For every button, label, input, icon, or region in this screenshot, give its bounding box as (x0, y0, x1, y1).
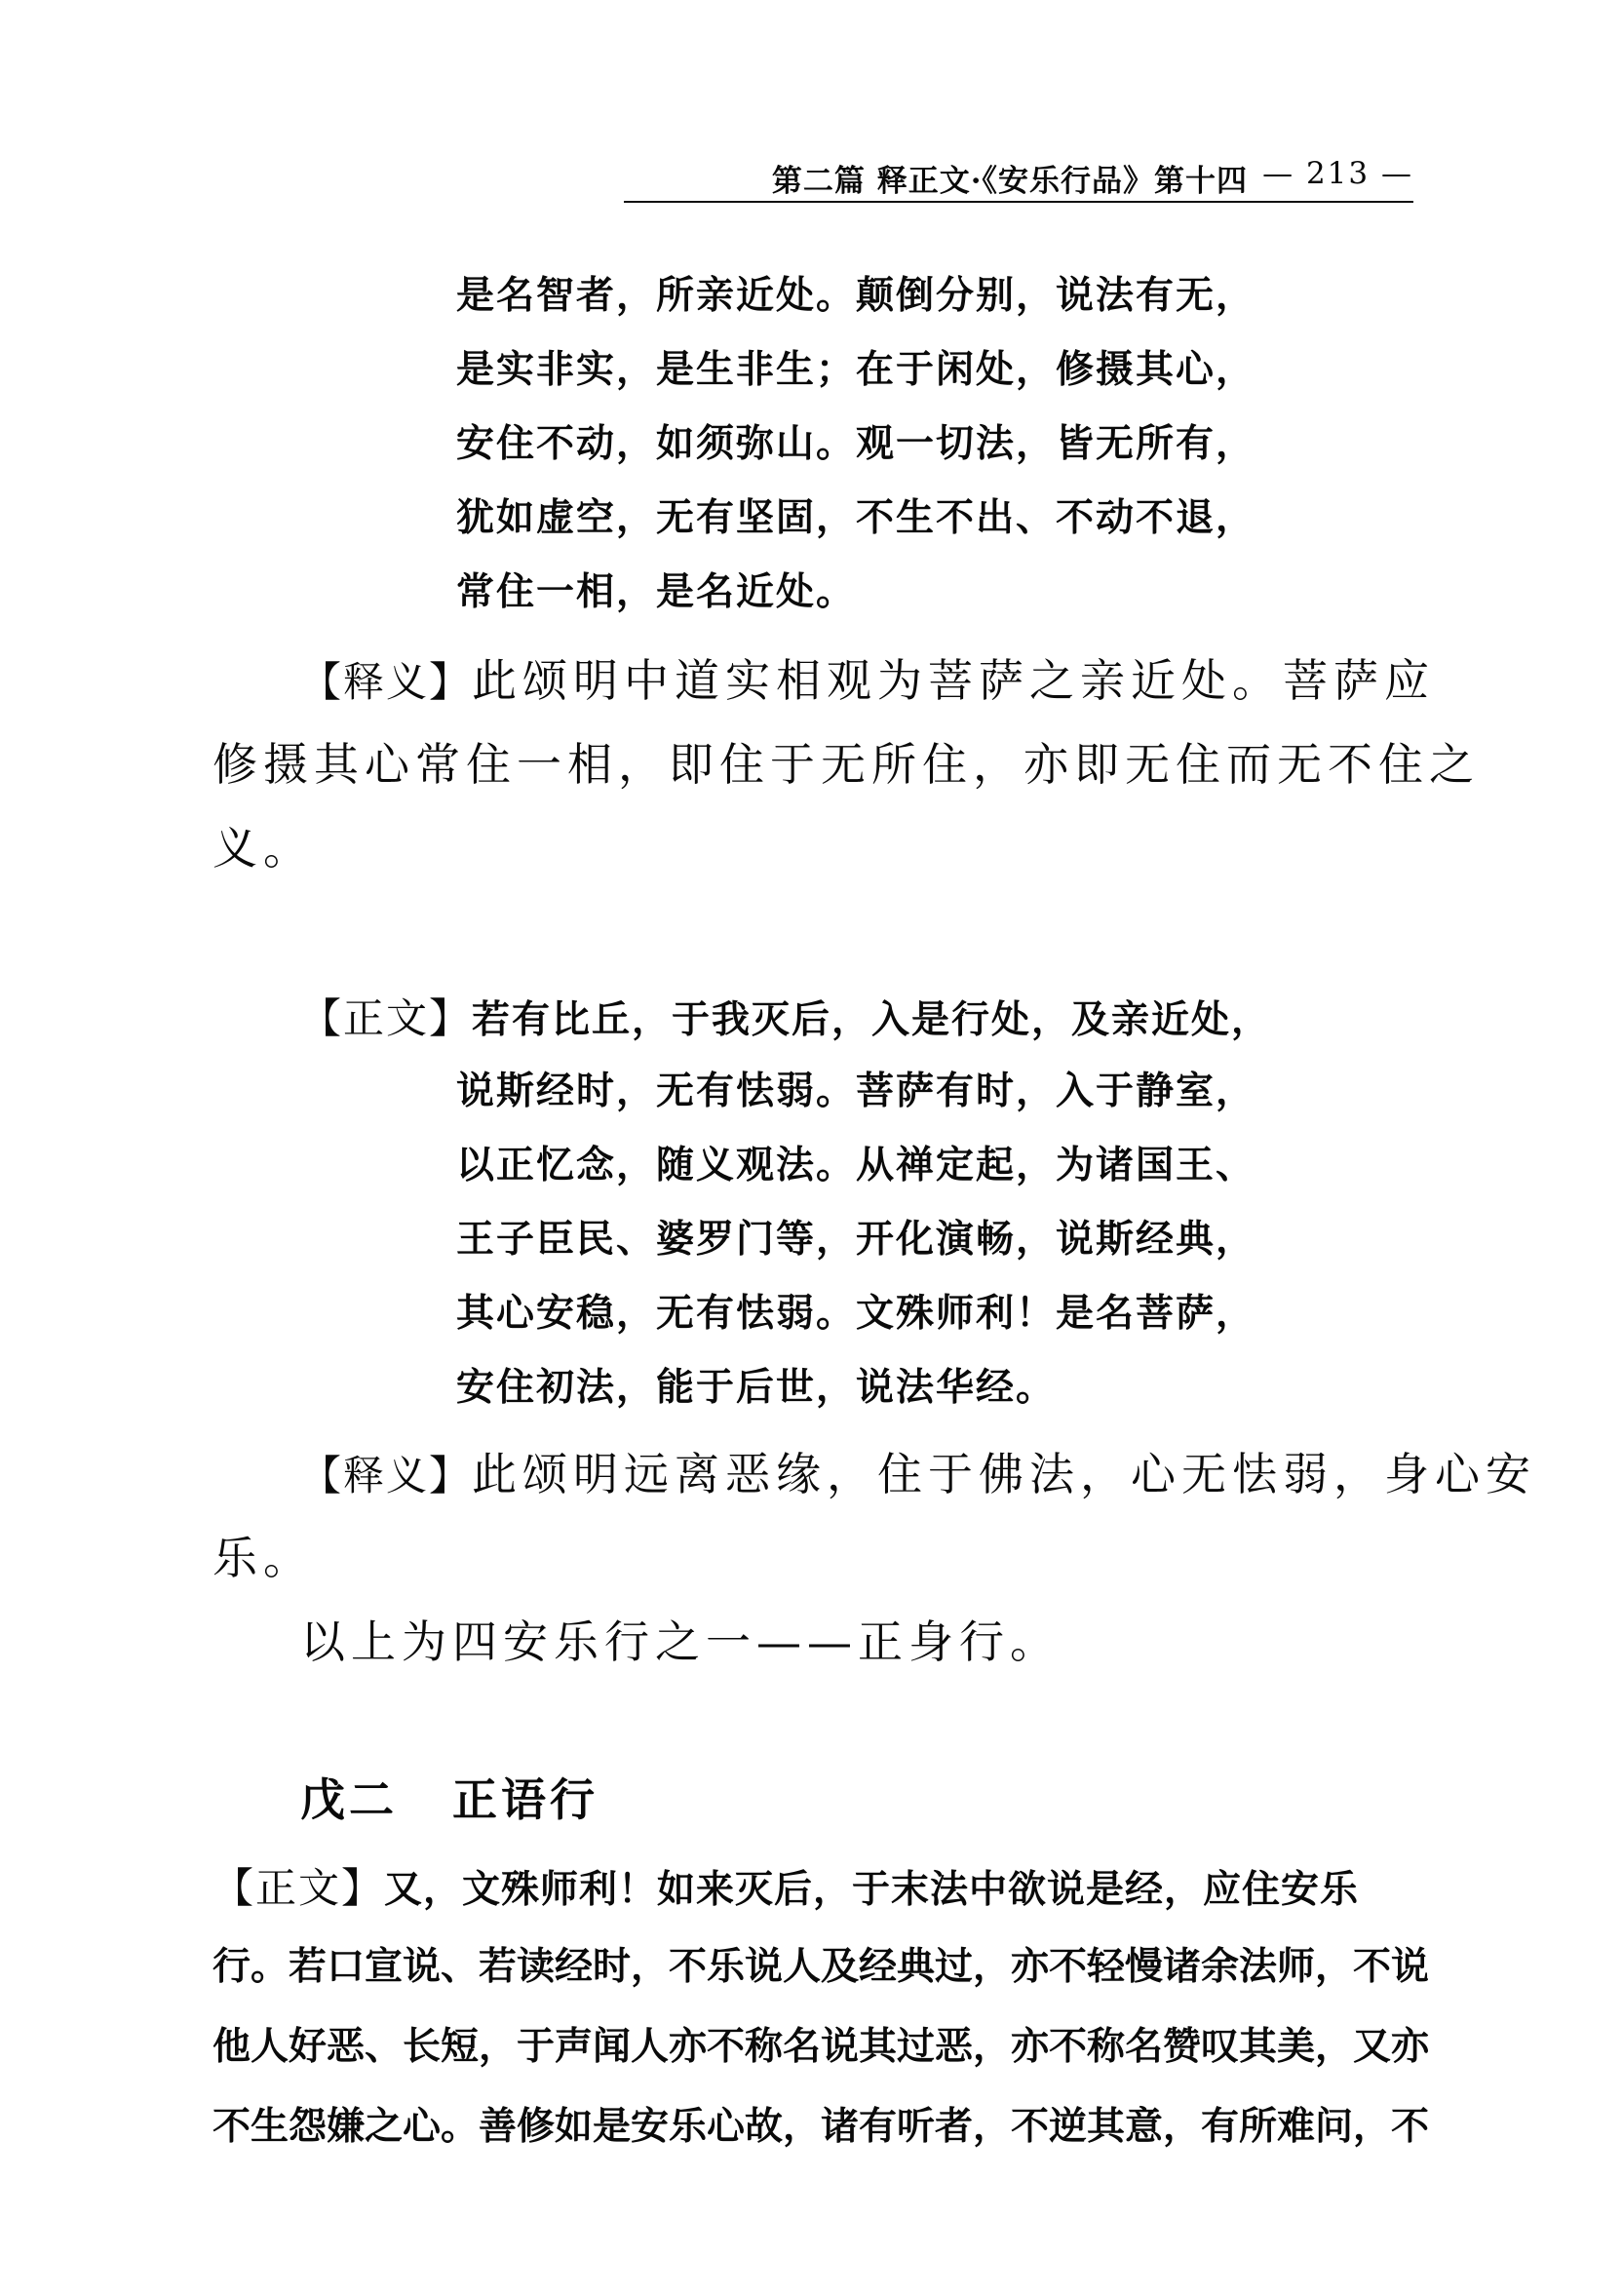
text3-line-3: 他人好恶、长短，于声闻人亦不称名说其过恶，亦不称名赞叹其美，又亦 (212, 2025, 1430, 2069)
verse2-line-3: 以正忆念，随义观法。从禅定起，为诸国王、 (456, 1144, 1256, 1187)
explanation1-text-1: 此颂明中道实相观为菩萨之亲近处。菩萨应 (472, 654, 1436, 707)
explanation2-line-2: 乐。 (212, 1532, 314, 1584)
verse1-line-3: 安住不动，如须弥山。观一切法，皆无所有， (456, 422, 1256, 466)
summary-line: 以上为四安乐行之一——正身行。 (300, 1615, 1061, 1668)
verse2-label: 【正文】 (300, 994, 473, 1042)
text3-line-4: 不生怨嫌之心。善修如是安乐心故，诸有听者，不逆其意，有所难问，不 (212, 2105, 1430, 2149)
section-number: 戊二 (300, 1773, 398, 1826)
verse1-line-4: 犹如虚空，无有坚固，不生不出、不动不退， (456, 496, 1256, 540)
header-rule (624, 201, 1413, 203)
explanation1-label: 【释义】 (300, 658, 473, 706)
explanation1-line-3: 义。 (212, 822, 314, 875)
running-header (0, 156, 1413, 199)
verse2-line-2: 说斯经时，无有怯弱。菩萨有时，入于静室， (456, 1070, 1256, 1113)
section-heading (300, 1765, 599, 1829)
verse2-text-1: 若有比丘，于我灭后，入是行处，及亲近处， (472, 998, 1272, 1042)
verse2-line-5: 其心安稳，无有怯弱。文殊师利！是名菩萨， (456, 1292, 1256, 1336)
section-title: 正语行 (452, 1773, 599, 1826)
page-number: — 213 — (1262, 156, 1413, 191)
explanation2-label: 【释义】 (300, 1452, 473, 1499)
text3-text-1: 又，文殊师利！如来灭后，于末法中欲说是经，应住安乐 (384, 1868, 1360, 1912)
explanation2-text-1: 此颂明远离恶缘，住于佛法，心无怯弱，身心安 (472, 1448, 1537, 1500)
verse2-line-1 (300, 987, 1271, 1045)
verse1-line-5: 常住一相，是名近处。 (456, 570, 857, 614)
header-title: 第二篇 释正文·《安乐行品》第十四 (771, 164, 1248, 199)
verse1-line-1: 是名智者，所亲近处。颠倒分别，说法有无， (456, 274, 1256, 318)
text3-label: 【正文】 (212, 1864, 385, 1912)
explanation1-line-2: 修摄其心常住一相，即住于无所住，亦即无住而无不住之 (212, 738, 1480, 791)
text3-line-2: 行。若口宣说、若读经时，不乐说人及经典过，亦不轻慢诸余法师，不说 (212, 1945, 1430, 1989)
verse2-line-6: 安住初法，能于后世，说法华经。 (456, 1366, 1057, 1410)
explanation1-line-1 (300, 645, 1435, 710)
text3-line-1 (212, 1856, 1359, 1915)
explanation2-line-1 (300, 1439, 1536, 1503)
verse1-line-2: 是实非实，是生非生；在于闲处，修摄其心， (456, 348, 1256, 392)
verse2-line-4: 王子臣民、婆罗门等，开化演畅，说斯经典， (456, 1218, 1256, 1262)
